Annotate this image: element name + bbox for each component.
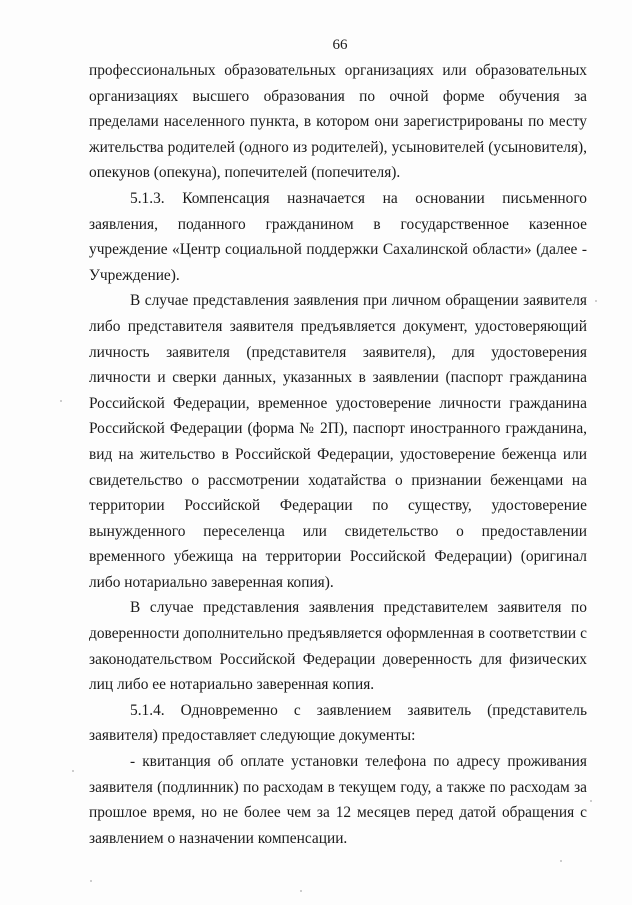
paragraph-5-1-4: 5.1.4. Одновременно с заявлением заявитель (представитель заявителя) предоставляет следующие документы: [89, 701, 587, 745]
scan-speck [595, 300, 597, 302]
paragraph-representative: В случае представления заявления представителем заявителя по доверенности дополнительно предъявляется оформленная в соответствии с законодательством Российской Федерации доверенность для физических лиц либо ее нотариально заверенная копия. [89, 599, 587, 694]
scan-speck [90, 880, 92, 882]
scan-speck [300, 890, 302, 892]
scan-speck [72, 770, 74, 772]
page-number: 66 [332, 37, 348, 53]
scan-speck [60, 400, 62, 402]
paragraph-receipt-item: - квитанция об оплате установки телефона по адресу проживания заявителя (подлинник) по расходам в текущем году, а также по расходам за прошлое время, но не более чем за 12 месяцев перед датой обращения с заявлением о назначении компенсации. [89, 753, 587, 847]
paragraph-5-1-3: 5.1.3. Компенсация назначается на основании письменного заявления, поданного гражданином в государственное казенное учреждение «Центр социальной поддержки Сахалинской области» (далее - Учреждение). [89, 189, 587, 284]
document-body [89, 58, 587, 851]
scan-speck [560, 860, 562, 862]
scan-speck [590, 800, 592, 802]
paragraph-personal-appeal: В случае представления заявления при личном обращении заявителя либо представителя заявителя предъявляется документ, удостоверяющий личность заявителя (представителя заявителя), для удостоверения личности и сверки данных, указанных в заявлении (паспорт гражданина Российской Федерации, временное удостоверение личности гражданина Российской Федерации (форма № 2П), паспорт иностранного гражданина, вид на жительство в Российской Федерации, удостоверение беженца или свидетельство о рассмотрении ходатайства о признании беженцами на территории Российской Федерации по существу, удостоверение вынужденного переселенца или свидетельство о предоставлении временного убежища на территории Российской Федерации) (оригинал либо нотариально заверенная копия). [89, 292, 587, 591]
paragraph-continuation: профессиональных образовательных организациях или образовательных организациях высшего образования по очной форме обучения за пределами населенного пункта, в котором они зарегистрированы по месту жительства родителей (одного из родителей), усыновителей (усыновителя), опекунов (опекуна), попечителей (попечителя). [89, 62, 587, 182]
